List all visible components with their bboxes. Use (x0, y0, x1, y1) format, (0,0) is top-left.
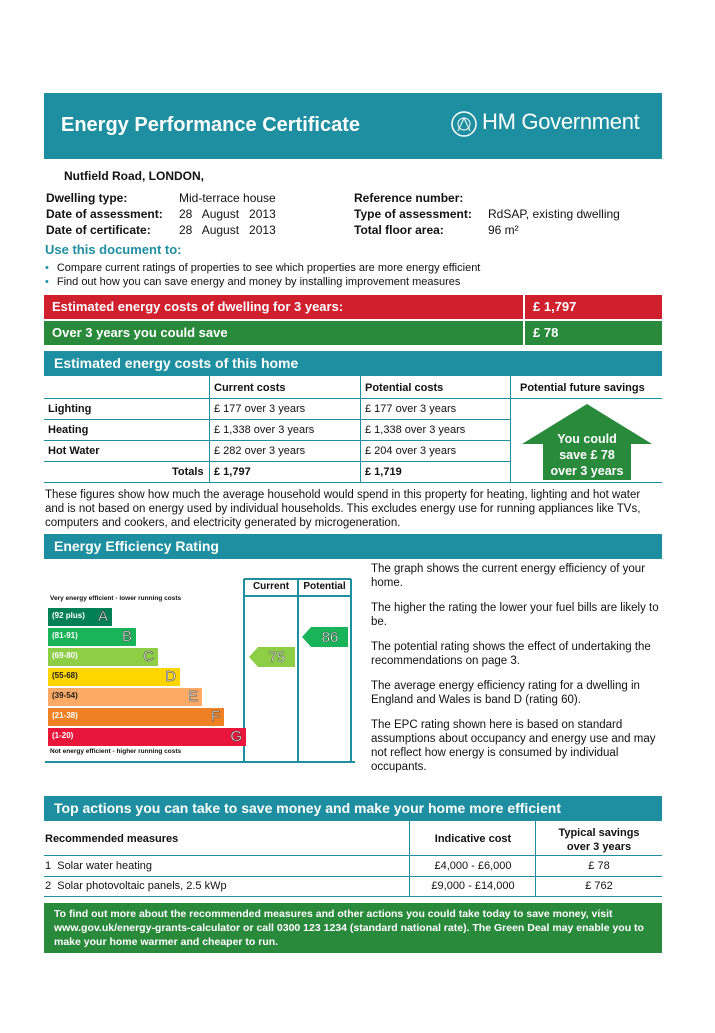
action-cost: £4,000 - £6,000 (434, 860, 512, 872)
heating-current: £ 1,338 over 3 years (214, 424, 315, 436)
actions-section-title: Top actions you can take to save money and make your home more efficient (54, 800, 561, 816)
savings-arrow-line: over 3 years (550, 464, 624, 478)
assessment-date-label: Date of assessment: (46, 207, 163, 221)
row-label-lighting: Lighting (48, 403, 92, 415)
col-typical-savings-line: over 3 years (566, 841, 632, 853)
action-measure: 2 Solar photovoltaic panels, 2.5 kWp (45, 880, 227, 892)
energy-cost-bar (44, 295, 662, 319)
rating-band-letter: D (165, 668, 176, 685)
totals-potential: £ 1,719 (365, 466, 402, 478)
col-recommended-measures: Recommended measures (45, 833, 179, 845)
rating-band-letter: B (121, 628, 132, 645)
ee-top-note: Very energy efficient - lower running costs (50, 595, 182, 602)
efficiency-section-heading (44, 534, 662, 559)
certificate-header (44, 93, 662, 159)
rating-band-range: (81-91) (52, 631, 78, 640)
floor-area-value: 96 m² (488, 223, 519, 237)
hot-water-potential: £ 204 over 3 years (365, 445, 457, 457)
rating-band-letter: C (143, 648, 154, 665)
row-label-hot-water: Hot Water (48, 445, 100, 457)
ee-col-potential: Potential (303, 581, 346, 592)
rating-band-a (48, 608, 112, 626)
costs-section-heading (44, 351, 662, 376)
action-measure: 1 Solar water heating (45, 860, 153, 872)
page-title: Energy Performance Certificate (61, 114, 361, 136)
rating-band-letter: E (187, 688, 198, 705)
costs-section-title: Estimated energy costs of this home (54, 355, 299, 371)
col-future-savings: Potential future savings (520, 382, 645, 394)
dwelling-type-value: Mid-terrace house (179, 191, 276, 205)
row-label-heating: Heating (48, 424, 89, 436)
assessment-type-value: RdSAP, existing dwelling (488, 207, 620, 221)
savings-arrow-line: You could (557, 432, 617, 446)
rating-band-range: (1-20) (52, 731, 74, 740)
rating-band-c (48, 648, 158, 666)
col-potential-costs: Potential costs (365, 382, 444, 394)
totals-current: £ 1,797 (214, 466, 251, 478)
energy-cost-value: £ 1,797 (533, 299, 577, 314)
lighting-potential: £ 177 over 3 years (365, 403, 457, 415)
rating-band-d (48, 668, 180, 686)
ee-col-current: Current (252, 581, 290, 592)
energy-rating-chart (44, 578, 356, 763)
savings-arrow-text (521, 431, 653, 479)
assessment-date-value: 28 August 2013 (179, 207, 276, 221)
rating-band-b (48, 628, 136, 646)
current-rating-arrow (249, 647, 295, 667)
footer-line: make your home warmer and cheaper to run. (54, 936, 279, 948)
ee-bottom-note: Not energy efficient - higher running costs (50, 748, 182, 755)
efficiency-paragraph: The higher the rating the lower your fuel bills are likely to be. (371, 602, 659, 628)
rating-band-range: (21-38) (52, 711, 78, 720)
reference-label: Reference number: (354, 191, 464, 205)
potential-rating-arrow-value: 86 (321, 629, 339, 646)
action-saving: £ 78 (588, 860, 610, 872)
footer-line: To find out more about the recommended measures and other actions you could take today to save money, visit (54, 908, 613, 920)
actions-section-heading (44, 796, 662, 821)
rating-band-range: (69-80) (52, 651, 78, 660)
rating-band-e (48, 688, 202, 706)
royal-crest-icon (450, 110, 478, 138)
rating-band-letter: A (97, 608, 108, 625)
footer-line: www.gov.uk/energy-grants-calculator or call 0300 123 1234 (standard national rate). The Green Deal may enable you to (54, 922, 644, 934)
savings-value-cell (525, 321, 662, 345)
savings-label-cell (44, 321, 523, 345)
certificate-date-value: 28 August 2013 (179, 223, 276, 237)
hot-water-current: £ 282 over 3 years (214, 445, 306, 457)
savings-label: Over 3 years you could save (52, 325, 228, 340)
rating-band-letter: F (210, 708, 220, 725)
action-cost: £9,000 - £14,000 (431, 880, 515, 892)
savings-bar (44, 321, 662, 345)
col-indicative-cost: Indicative cost (434, 833, 512, 845)
rating-band-letter: G (230, 728, 242, 745)
property-address: Nutfield Road, LONDON, (64, 169, 204, 183)
energy-cost-label-cell (44, 295, 523, 319)
efficiency-paragraph: The graph shows the current energy efficiency of your home. (371, 563, 646, 589)
potential-rating-arrow (302, 627, 348, 647)
col-current-costs: Current costs (214, 382, 286, 394)
efficiency-paragraph: The potential rating shows the effect of undertaking the recommendations on page 3. (371, 641, 651, 667)
use-bullet-text: Find out how you can save energy and money by installing improvement measures (56, 276, 461, 288)
totals-label: Totals (172, 466, 204, 478)
action-saving: £ 762 (585, 880, 613, 892)
heating-potential: £ 1,338 over 3 years (365, 424, 466, 436)
footer-green-deal (44, 903, 662, 953)
use-bullet-text: Compare current ratings of properties to see which properties are more energy efficient (56, 262, 481, 274)
rating-band-g (48, 728, 246, 746)
use-document-heading: Use this document to: (45, 242, 182, 257)
use-bullet: • Compare current ratings of properties to see which properties are more energy efficient (45, 262, 481, 274)
current-rating-arrow-value: 75 (268, 649, 286, 666)
rating-band-range: (39-54) (52, 691, 78, 700)
efficiency-paragraph: The average energy efficiency rating for a dwelling in England and Wales is band D (rating 60). (371, 680, 640, 706)
certificate-date-label: Date of certificate: (46, 223, 151, 237)
dwelling-type-label: Dwelling type: (46, 191, 128, 205)
savings-value: £ 78 (533, 325, 559, 340)
rating-band-range: (92 plus) (52, 611, 85, 620)
rating-band-f (48, 708, 224, 726)
col-typical-savings (536, 826, 662, 854)
savings-arrow-line: save £ 78 (559, 448, 615, 462)
energy-cost-value-cell (525, 295, 662, 319)
floor-area-label: Total floor area: (354, 223, 444, 237)
assessment-type-label: Type of assessment: (354, 207, 472, 221)
costs-note: These figures show how much the average household would spend in this property for heating, lighting and hot water and is not based on energy used by individual households. This excludes energy use for running appliances like TVs, computers and cookers, and electricity generated by microgeneration. (45, 489, 641, 529)
energy-cost-label: Estimated energy costs of dwelling for 3 years: (52, 299, 344, 314)
efficiency-text (371, 562, 661, 774)
efficiency-section-title: Energy Efficiency Rating (54, 538, 219, 554)
rating-band-range: (55-68) (52, 671, 78, 680)
hm-government-logo: HM Government (482, 109, 640, 134)
efficiency-paragraph: The EPC rating shown here is based on standard assumptions about occupancy and energy use and may not reflect how energy is consumed by individual occupants. (371, 719, 656, 773)
col-typical-savings-line: Typical savings (558, 827, 640, 839)
lighting-current: £ 177 over 3 years (214, 403, 306, 415)
use-bullet: • Find out how you can save energy and money by installing improvement measures (45, 276, 461, 288)
